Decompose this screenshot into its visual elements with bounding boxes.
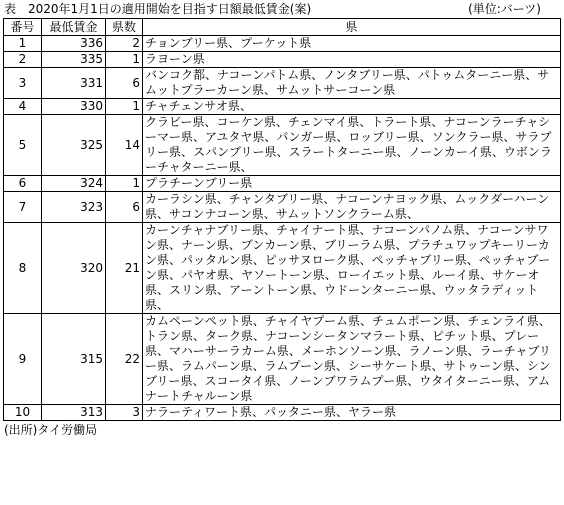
cell-provinces: チョンブリー県、プーケット県 (143, 36, 561, 52)
cell-wage: 336 (42, 36, 106, 52)
header-min-wage: 最低賃金 (42, 19, 106, 36)
table-row (4, 223, 561, 314)
minimum-wage-table (3, 18, 561, 421)
cell-provinces: ナラーティワート県、パッタニー県、ヤラー県 (143, 405, 561, 421)
table-row (4, 405, 561, 421)
table-row (4, 68, 561, 99)
cell-wage: 323 (42, 192, 106, 223)
cell-provinces: チャチェンサオ県、 (143, 99, 561, 115)
cell-count: 2 (106, 36, 143, 52)
cell-number: 8 (4, 223, 42, 314)
cell-number: 2 (4, 52, 42, 68)
table-row (4, 99, 561, 115)
cell-count: 1 (106, 52, 143, 68)
cell-provinces: ラヨーン県 (143, 52, 561, 68)
cell-provinces: カムペーンペット県、チャイヤプーム県、チュムポーン県、チェンライ県、トラン県、ターク県、ナコーンシータンマラート県、ピチット県、プレー県、マハーサーラカーム県、メーホンソーン県、ラノーン県、ラーチャブリー県、ラムパーン県、ラムプーン県、シーサケート県、サトゥーン県、シンブリー県、スコータイ県、ノーンブワラムプー県、ウタイターニー県、アムナートチャルーン県 (143, 314, 561, 405)
header-row (4, 19, 561, 36)
cell-wage: 320 (42, 223, 106, 314)
cell-count: 6 (106, 192, 143, 223)
cell-number: 6 (4, 176, 42, 192)
cell-number: 10 (4, 405, 42, 421)
cell-count: 14 (106, 115, 143, 176)
cell-number: 7 (4, 192, 42, 223)
table-row (4, 36, 561, 52)
cell-count: 1 (106, 99, 143, 115)
header-province-count: 県数 (106, 19, 143, 36)
source-note: (出所)タイ労働局 (4, 423, 98, 437)
cell-number: 9 (4, 314, 42, 405)
cell-number: 5 (4, 115, 42, 176)
cell-provinces: バンコク都、ナコーンパトム県、ノンタブリー県、パトゥムターニー県、サムットプラーカーン県、サムットサーコーン県 (143, 68, 561, 99)
cell-wage: 335 (42, 52, 106, 68)
table-row (4, 52, 561, 68)
table-row (4, 176, 561, 192)
cell-count: 6 (106, 68, 143, 99)
header-number: 番号 (4, 19, 42, 36)
cell-provinces: プラチーンブリー県 (143, 176, 561, 192)
cell-provinces: カーンチャナブリー県、チャイナート県、ナコーンパノム県、ナコーンサワン県、ナーン県、ブンカーン県、ブリーラム県、プラチュワップキーリーカン県、パッタルン県、ピッサヌローク県、ペッチャブリー県、ペッチャブーン県、パヤオ県、ヤソートーン県、ローイエット県、ルーイ県、サケーオ県、スリン県、アーントーン県、ウドーンターニー県、ウッタラディット県、 (143, 223, 561, 314)
cell-number: 1 (4, 36, 42, 52)
cell-wage: 324 (42, 176, 106, 192)
cell-wage: 330 (42, 99, 106, 115)
cell-provinces: クラビー県、コーケン県、チェンマイ県、トラート県、ナコーンラーチャシーマー県、アユタヤ県、パンガー県、ロッブリー県、ソンクラー県、サラブリー県、スパンブリー県、スラートターニー県、ノーンカーイ県、ウボンラーチャターニー県、 (143, 115, 561, 176)
cell-count: 21 (106, 223, 143, 314)
cell-wage: 325 (42, 115, 106, 176)
cell-wage: 315 (42, 314, 106, 405)
cell-number: 3 (4, 68, 42, 99)
header-provinces: 県 (143, 19, 561, 36)
table-row (4, 314, 561, 405)
table-row (4, 192, 561, 223)
cell-count: 3 (106, 405, 143, 421)
title-row (3, 2, 561, 17)
cell-count: 1 (106, 176, 143, 192)
table-row (4, 115, 561, 176)
cell-wage: 331 (42, 68, 106, 99)
cell-count: 22 (106, 314, 143, 405)
table-title: 表 2020年1月1日の適用開始を目指す日額最低賃金(案) (4, 2, 312, 16)
cell-provinces: カーラシン県、チャンタブリー県、ナコーンナヨック県、ムックダーハーン県、サコンナコーン県、サムットソンクラーム県、 (143, 192, 561, 223)
cell-number: 4 (4, 99, 42, 115)
unit-label: (単位:バーツ) (468, 2, 541, 16)
cell-wage: 313 (42, 405, 106, 421)
